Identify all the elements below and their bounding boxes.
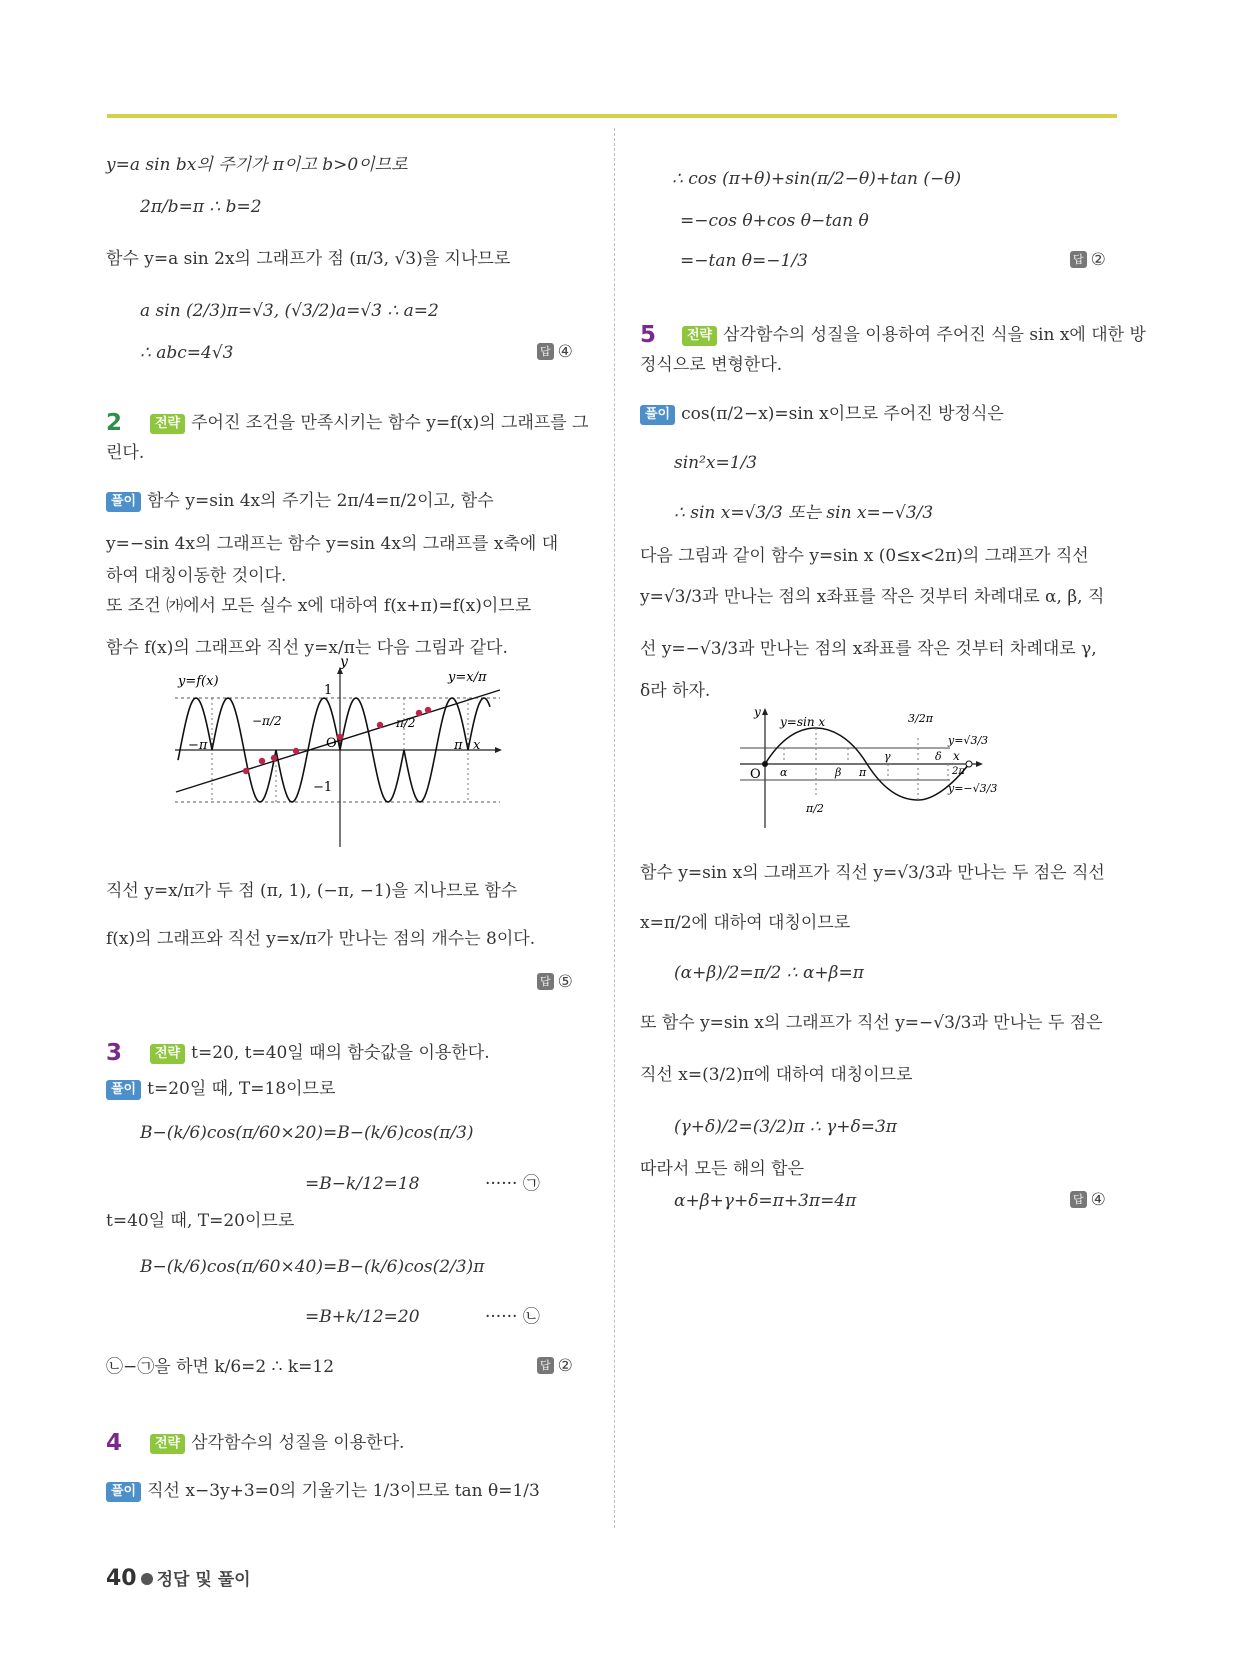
neg-pi-half-label: −π/2 [252,714,282,728]
f-label: y=f(x) [178,674,219,689]
answer-2: 답 ⑤ [537,972,573,992]
footer-bullet-icon [141,1573,153,1585]
problem-3-line-2: B−(k/6)cos(π/60×20)=B−(k/6)cos(π/3) [140,1123,474,1143]
problem-3-solution: 풀이 t=20일 때, T=18이므로 [106,1078,335,1100]
pi-half-label: π/2 [396,716,416,730]
solution-badge: 풀이 [106,1482,141,1502]
origin-label: O [750,767,761,782]
left-line-1: y=a sin bx의 주기가 π이고 b>0이므로 [106,155,408,175]
graph-f-and-line [170,654,520,855]
problem-2-line-6: 직선 y=x/π가 두 점 (π, 1), (−π, −1)을 지나므로 함수 [106,881,518,901]
problem-2-line-4: 또 조건 ㈎에서 모든 실수 x에 대하여 f(x+π)=f(x)이므로 [106,596,532,616]
answer-label: 답 [537,973,554,990]
problem-2-solution: 풀이 함수 y=sin 4x의 주기는 2π/4=π/2이고, 함수 [106,490,494,512]
problem-3-line-7: ㉡−㉠을 하면 k/6=2 ∴ k=12 [106,1357,335,1377]
problem-5-line-14: 따라서 모든 해의 합은 [640,1159,805,1179]
left-line-2: 2π/b=π ∴ b=2 [140,197,262,217]
answer-label: 답 [537,1357,554,1374]
origin-label: O [326,736,337,751]
answer-label: 답 [1070,1191,1087,1208]
solution-badge: 풀이 [106,1080,141,1100]
lower-line-label: y=−√3/3 [948,782,998,795]
problem-5-line-9: x=π/2에 대하여 대칭이므로 [640,913,851,933]
problem-5-solution: 풀이 cos(π/2−x)=sin x이므로 주어진 방정식은 [640,403,1004,425]
top-rule [107,114,1117,118]
pi-label: π [859,766,867,779]
neg-pi-label: −π [188,738,208,753]
upper-line-label: y=√3/3 [948,734,989,747]
problem-2-strategy-cont: 린다. [106,443,145,463]
answer-4: 답 ② [1070,250,1106,270]
strategy-badge: 전략 [150,1044,185,1064]
problem-5-line-15: α+β+γ+δ=π+3π=4π [674,1191,857,1211]
line-label: y=x/π [448,670,487,685]
strategy-badge: 전략 [150,1434,185,1454]
problem-2-line-2: y=−sin 4x의 그래프는 함수 y=sin 4x의 그래프를 x축에 대 [106,534,559,554]
problem-2-line-5: 함수 f(x)의 그래프와 직선 y=x/π는 다음 그림과 같다. [106,638,508,658]
gamma-label: γ [884,750,891,763]
problem-5-line-4: 다음 그림과 같이 함수 y=sin x (0≤x<2π)의 그래프가 직선 [640,546,1089,566]
three-pi-half-label: 3/2π [908,712,933,725]
x-axis-label: x [953,749,960,763]
page-number: 40 [106,1566,137,1591]
left-line-3: 함수 y=a sin 2x의 그래프가 점 (π/3, √3)을 지나므로 [106,249,511,269]
y-axis-label: y [340,654,348,670]
problem-3-tag-1: ······ ㉠ [485,1174,540,1194]
left-line-5: ∴ abc=4√3 [140,343,234,363]
problem-3-line-5: B−(k/6)cos(π/60×40)=B−(k/6)cos(2/3)π [140,1257,485,1277]
problem-3-line-4: t=40일 때, T=20이므로 [106,1211,295,1231]
problem-5-strategy-cont: 정식으로 변형한다. [640,355,783,375]
problem-4-number: 4 [106,1430,123,1456]
column-divider [614,128,615,1528]
problem-2-number: 2 [106,410,123,436]
problem-5-line-6: 선 y=−√3/3과 만나는 점의 x좌표를 작은 것부터 차례대로 γ, [640,639,1097,659]
right-line-1: ∴ cos (π+θ)+sin(π/2−θ)+tan (−θ) [672,169,962,189]
beta-label: β [835,766,842,779]
problem-3-line-3: =B−k/12=18 [305,1174,420,1194]
left-line-4: a sin (2/3)π=√3, (√3/2)a=√3 ∴ a=2 [140,301,439,321]
problem-5-line-12: 직선 x=(3/2)π에 대하여 대칭이므로 [640,1065,913,1085]
problem-3-tag-2: ······ ㉡ [485,1307,540,1327]
answer-1: 답 ④ [537,342,573,362]
graph-sin-x [740,705,1010,838]
problem-5-line-10: (α+β)/2=π/2 ∴ α+β=π [674,963,864,983]
footer-label: 정답 및 풀이 [156,1570,251,1590]
alpha-label: α [780,766,788,779]
strategy-badge: 전략 [682,326,717,346]
problem-2-strategy: 전략 주어진 조건을 만족시키는 함수 y=f(x)의 그래프를 그 [150,412,589,434]
problem-2-line-3: 하여 대칭이동한 것이다. [106,566,287,586]
curve-label: y=sin x [780,715,826,729]
page-footer [106,1565,251,1591]
solution-badge: 풀이 [106,492,141,512]
problem-5-line-5: y=√3/3과 만나는 점의 x좌표를 작은 것부터 차례대로 α, β, 직 [640,587,1105,607]
two-pi-label: 2π [952,766,965,777]
pi-label: π [454,738,463,753]
problem-3-strategy: 전략 t=20, t=40일 때의 함숫값을 이용한다. [150,1042,490,1064]
delta-label: δ [935,750,942,763]
problem-5-line-11: 또 함수 y=sin x의 그래프가 직선 y=−√3/3과 만나는 두 점은 [640,1013,1103,1033]
problem-3-line-6: =B+k/12=20 [305,1307,420,1327]
problem-5-number: 5 [640,322,657,348]
answer-label: 답 [537,343,554,360]
solution-badge: 풀이 [640,405,675,425]
problem-5-strategy: 전략 삼각함수의 성질을 이용하여 주어진 식을 sin x에 대한 방 [682,324,1146,346]
problem-3-number: 3 [106,1040,123,1066]
problem-4-solution: 풀이 직선 x−3y+3=0의 기울기는 1/3이므로 tan θ=1/3 [106,1480,540,1502]
strategy-badge: 전략 [150,414,185,434]
y-axis-label: y [754,705,761,719]
answer-label: 답 [1070,251,1087,268]
answer-5: 답 ④ [1070,1190,1106,1210]
minus-one-label: −1 [313,780,333,795]
x-axis-label: x [473,738,481,753]
problem-5-line-2: sin²x=1/3 [674,453,758,473]
one-label: 1 [324,683,333,698]
right-line-2: =−cos θ+cos θ−tan θ [680,211,869,231]
problem-5-line-3: ∴ sin x=√3/3 또는 sin x=−√3/3 [674,503,934,523]
problem-5-line-13: (γ+δ)/2=(3/2)π ∴ γ+δ=3π [674,1117,897,1137]
answer-3: 답 ② [537,1356,573,1376]
problem-2-line-7: f(x)의 그래프와 직선 y=x/π가 만나는 점의 개수는 8이다. [106,929,536,949]
right-line-3: =−tan θ=−1/3 [680,251,808,271]
problem-4-strategy: 전략 삼각함수의 성질을 이용한다. [150,1432,404,1454]
pi-half-label: π/2 [806,802,824,815]
problem-5-line-8: 함수 y=sin x의 그래프가 직선 y=√3/3과 만나는 두 점은 직선 [640,863,1105,883]
problem-5-line-7: δ라 하자. [640,681,711,701]
